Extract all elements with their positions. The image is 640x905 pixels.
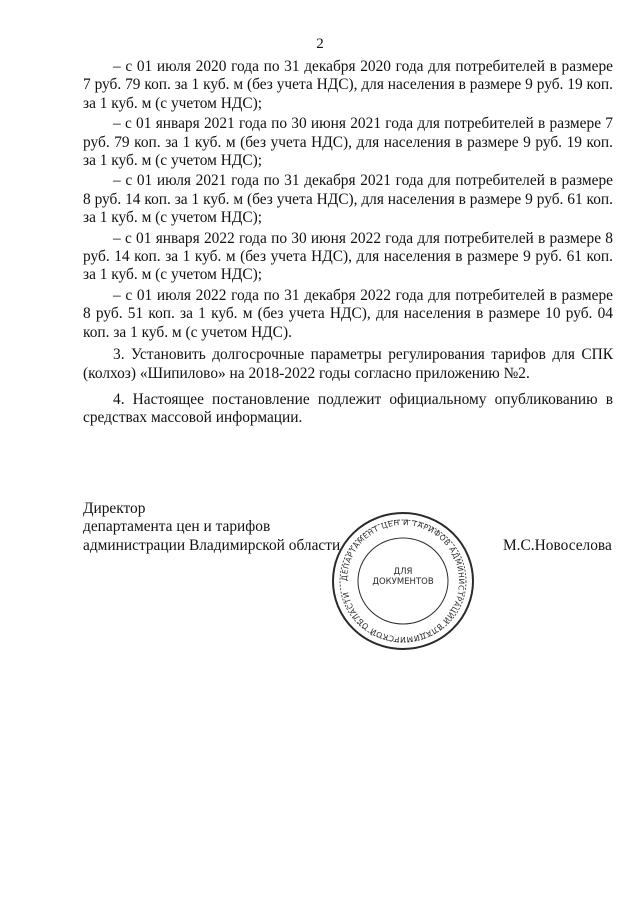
seal-center-text: ДОКУМЕНТОВ bbox=[372, 577, 434, 587]
signer-position-line: Директор bbox=[83, 500, 146, 517]
tariff-period-item: – с 01 января 2022 года по 30 июня 2022 года для потребителей в размере 8 руб. 14 коп. за 1 куб. м (без учета НДС), для населения в размере 9 руб. 61 коп. за 1 куб. м (с учетом НДС); bbox=[83, 229, 613, 284]
tariff-period-item: – с 01 июля 2022 года по 31 декабря 2022 года для потребителей в размере 8 руб. 51 коп. за 1 куб. м (без учета НДС), для населения в размере 10 руб. 04 коп. за 1 куб. м (с учетом НДС). bbox=[83, 286, 613, 341]
signature-block bbox=[83, 500, 340, 555]
page-number: 2 bbox=[316, 36, 324, 52]
document-body bbox=[83, 58, 613, 436]
clause-4: 4. Настоящее постановление подлежит официальному опубликованию в средствах массовой информации. bbox=[83, 390, 613, 427]
seal-ring-text: ДЕПАРТАМЕНТ ЦЕН И ТАРИФОВ АДМИНИСТРАЦИИ ВЛАДИМИРСКОЙ ОБЛАСТИ bbox=[339, 517, 467, 645]
tariff-period-item: – с 01 января 2021 года по 30 июня 2021 года для потребителей в размере 7 руб. 79 коп. за 1 куб. м (без учета НДС), для населения в размере 9 руб. 19 коп. за 1 куб. м (с учетом НДС); bbox=[83, 115, 613, 170]
clause-3: 3. Установить долгосрочные параметры регулирования тарифов для СПК (колхоз) «Шипилово» на 2018-2022 годы согласно приложению №2. bbox=[83, 346, 613, 382]
signer-name: М.С.Новоселова bbox=[503, 537, 612, 554]
tariff-period-item: – с 01 июля 2020 года по 31 декабря 2020 года для потребителей в размере 7 руб. 79 коп. за 1 куб. м (без учета НДС), для населения в размере 9 руб. 19 коп. за 1 куб. м (с учетом НДС); bbox=[83, 58, 613, 112]
tariff-period-item: – с 01 июля 2021 года по 31 декабря 2021 года для потребителей в размере 8 руб. 14 коп. за 1 куб. м (без учета НДС), для населения в размере 9 руб. 61 коп. за 1 куб. м (с учетом НДС); bbox=[83, 172, 613, 227]
signer-administration-line: администрации Владимирской области bbox=[83, 536, 341, 554]
signer-department-line: департамента цен и тарифов bbox=[83, 518, 271, 536]
seal-center-text: ДЛЯ bbox=[393, 567, 413, 577]
official-seal bbox=[328, 509, 478, 654]
